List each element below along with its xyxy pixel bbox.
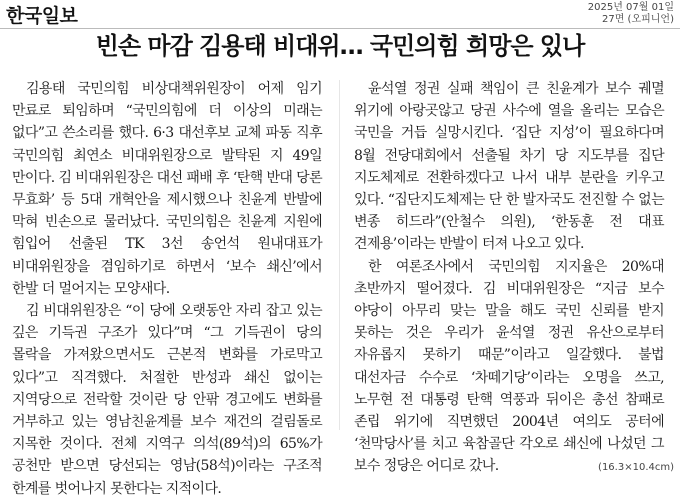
article-paragraph: 김 비대위원장은 “이 당에 오랫동안 자리 잡고 있는 깊은 기득권 구조가 있다”며 “그 기득권이 당의 몰락을 가져왔으면서도 근본적 변화를 가로막고 있다”고 직격했다. 처절한 반성과 쇄신 없이는 지역당으로 전락할 것이란 당 안팎 경고에도 변화를 거부하고 있는 영남친윤계를 보수 재건의 걸림돌로 지목한 것이다. 전체 지역구 의석(89석)의 65%가 공천만 받으면 당선되는 영남(58석)이라는 구조적 한계를 벗어나지 못한다는 지적이다.: [12, 303, 322, 497]
clipping-size-note: (16.3×10.4cm): [598, 462, 674, 473]
edition-info: [588, 2, 674, 26]
article-headline: 빈손 마감 김용태 비대위… 국민의힘 희망은 있나: [95, 32, 585, 60]
column-divider: [339, 80, 340, 430]
masthead-divider: [0, 28, 680, 29]
article-paragraph: 김용태 국민의힘 비상대책위원장이 어제 임기 만료로 퇴임하며 “국민의힘에 더 이상의 미래는 없다”고 쓴소리를 했다. 6·3 대선후보 교체 파동 직후 국민의힘 최연소 비대위원장으로 발탁된 지 49일 만이다. 김 비대위원장은 대선 패배 후 ‘탄핵 반대 당론 무효화’ 등 5대 개혁안을 제시했으나 친윤계 반발에 막혀 빈손으로 물러났다. 국민의힘은 친윤계 지원에 힘입어 선출된 TK 3선 송언석 원내대표가 비대위원장을 겸임하기로 하면서 ‘보수 쇄신’에서 한발 더 멀어지는 모양새다.: [12, 81, 322, 297]
page-section: 27면 (오피니언): [601, 14, 674, 25]
article-paragraph: 윤석열 정권 실패 책임이 큰 친윤계가 보수 궤멸 위기에 아랑곳않고 당권 사수에 열을 올리는 모습은 국민을 거듭 실망시킨다. ‘집단 지성’이 필요하다며 8월 전당대회에서 선출될 차기 당 지도부를 집단 지도체제로 전환하겠다고 나서 내부 분란을 키우고 있다. “집단지도체제는 단 한 발자국도 전진할 수 없는 변종 히드라”(안철수 의원), ‘한동훈 전 대표 견제용’이라는 반발이 터져 나오고 있다.: [354, 81, 664, 253]
masthead: [0, 0, 680, 26]
article-paragraph: 한 여론조사에서 국민의힘 지지율은 20%대 초반까지 떨어졌다. 김 비대위원장은 “지금 보수 야당이 아무리 맞는 말을 해도 국민 신뢰를 받지 못하는 것은 우리가 윤석열 정권 유산으로부터 자유롭지 못하기 때문”이라고 일갈했다. 불법 대선자금 수수로 ‘차떼기당’이라는 오명을 쓰고, 노무현 전 대통령 탄핵 역풍과 뒤이은 총선 참패로 존립 위기에 직면했던 2004년 여의도 공터에 ‘천막당사’를 치고 육참골단 각오로 쇄신에 나섰던 그 보수 정당은 어디로 갔나.: [354, 258, 664, 475]
article-column-right: [354, 78, 664, 478]
newspaper-logo: 한국일보: [6, 5, 78, 27]
article-column-left: [12, 78, 322, 500]
publication-date: 2025년 07월 01일: [587, 2, 674, 13]
